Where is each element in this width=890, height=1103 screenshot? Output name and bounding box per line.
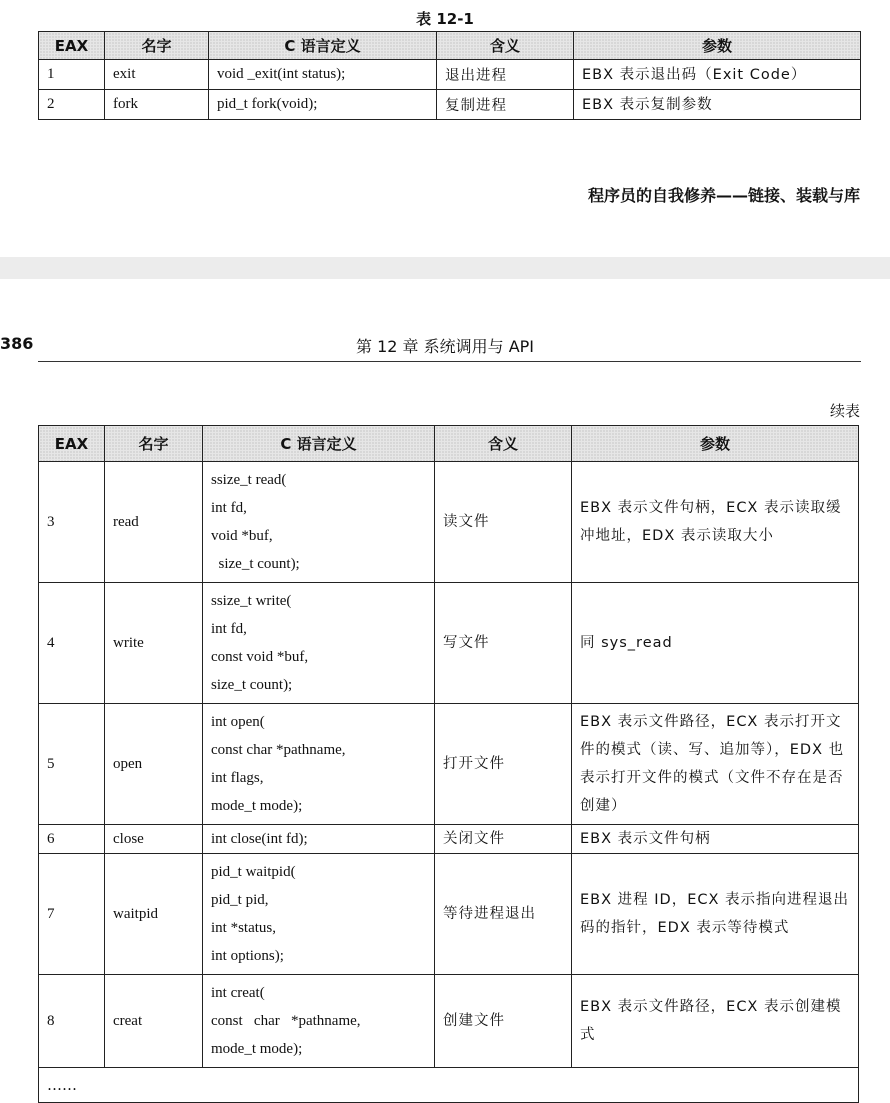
table-row bbox=[39, 90, 861, 120]
header-meaning: 含义 bbox=[437, 32, 574, 60]
header-c-definition: C 语言定义 bbox=[203, 426, 435, 462]
meaning-cell: 复制进程 bbox=[437, 90, 574, 120]
c-definition-line: size_t count); bbox=[211, 556, 300, 572]
meaning-cell: 创建文件 bbox=[435, 975, 572, 1068]
header-rule bbox=[38, 361, 861, 362]
c-definition-cell bbox=[203, 854, 435, 975]
table-caption: 表 12-1 bbox=[416, 10, 474, 28]
eax-cell: 1 bbox=[39, 60, 105, 90]
c-definition-line: int *status, bbox=[211, 920, 277, 936]
header-row bbox=[39, 32, 861, 60]
header-meaning: 含义 bbox=[435, 426, 572, 462]
c-definition-cell bbox=[209, 90, 437, 120]
c-definition-line: const char *pathname, bbox=[211, 1013, 361, 1029]
c-definition-line: int close(int fd); bbox=[211, 831, 308, 847]
params-cell: EBX 表示复制参数 bbox=[574, 90, 861, 120]
name-cell: open bbox=[105, 704, 203, 825]
eax-cell: 6 bbox=[39, 825, 105, 854]
header-eax: EAX bbox=[39, 426, 105, 462]
meaning-cell: 打开文件 bbox=[435, 704, 572, 825]
params-cell: EBX 表示文件句柄 bbox=[572, 825, 859, 854]
c-definition-line: const char *pathname, bbox=[211, 742, 346, 758]
c-definition-line: size_t count); bbox=[211, 677, 293, 693]
c-definition-cell bbox=[203, 975, 435, 1068]
c-definition-cell bbox=[203, 462, 435, 583]
c-definition-line: int fd, bbox=[211, 621, 247, 637]
page-number: 386 bbox=[0, 334, 34, 353]
meaning-cell: 等待进程退出 bbox=[435, 854, 572, 975]
syscall-table-top bbox=[38, 31, 861, 120]
eax-cell: 7 bbox=[39, 854, 105, 975]
c-definition-line: void *buf, bbox=[211, 528, 273, 544]
table-row bbox=[39, 462, 859, 583]
eax-cell: 4 bbox=[39, 583, 105, 704]
c-definition-line: ssize_t read( bbox=[211, 472, 287, 488]
name-cell: write bbox=[105, 583, 203, 704]
c-definition-line: mode_t mode); bbox=[211, 798, 303, 814]
meaning-cell: 退出进程 bbox=[437, 60, 574, 90]
c-definition-line: const void *buf, bbox=[211, 649, 309, 665]
c-definition-line: mode_t mode); bbox=[211, 1041, 303, 1057]
header-eax: EAX bbox=[39, 32, 105, 60]
ellipsis-row bbox=[39, 1068, 859, 1103]
params-cell: EBX 表示文件路径，ECX 表示打开文件的模式（读、写、追加等），EDX 也表示打开文件的模式（文件不存在是否创建） bbox=[572, 704, 859, 825]
params-cell: EBX 表示退出码（Exit Code） bbox=[574, 60, 861, 90]
table-body bbox=[39, 60, 861, 120]
syscall-table-continued bbox=[38, 425, 859, 1103]
page-gap bbox=[0, 257, 890, 279]
table-body bbox=[39, 462, 859, 1103]
c-definition-line: int open( bbox=[211, 714, 265, 730]
table-row bbox=[39, 975, 859, 1068]
header-row bbox=[39, 426, 859, 462]
header-name: 名字 bbox=[105, 32, 209, 60]
continued-label: 续表 bbox=[829, 402, 860, 420]
eax-cell: 2 bbox=[39, 90, 105, 120]
c-definition-line: pid_t waitpid( bbox=[211, 864, 296, 880]
name-cell: waitpid bbox=[105, 854, 203, 975]
c-definition-line: void _exit(int status); bbox=[217, 66, 346, 82]
name-cell: close bbox=[105, 825, 203, 854]
table-row bbox=[39, 854, 859, 975]
eax-cell: 5 bbox=[39, 704, 105, 825]
c-definition-line: int options); bbox=[211, 948, 284, 964]
c-definition-line: int creat( bbox=[211, 985, 265, 1001]
meaning-cell: 关闭文件 bbox=[435, 825, 572, 854]
params-cell: EBX 进程 ID，ECX 表示指向进程退出码的指针，EDX 表示等待模式 bbox=[572, 854, 859, 975]
eax-cell: 8 bbox=[39, 975, 105, 1068]
params-cell: 同 sys_read bbox=[572, 583, 859, 704]
header-name: 名字 bbox=[105, 426, 203, 462]
header-params: 参数 bbox=[572, 426, 859, 462]
name-cell: read bbox=[105, 462, 203, 583]
name-cell: fork bbox=[105, 90, 209, 120]
c-definition-cell bbox=[203, 583, 435, 704]
c-definition-cell bbox=[203, 825, 435, 854]
c-definition-line: pid_t pid, bbox=[211, 892, 269, 908]
c-definition-cell bbox=[209, 60, 437, 90]
table-row bbox=[39, 583, 859, 704]
c-definition-line: ssize_t write( bbox=[211, 593, 292, 609]
name-cell: creat bbox=[105, 975, 203, 1068]
chapter-heading: 第 12 章 系统调用与 API bbox=[355, 337, 535, 356]
name-cell: exit bbox=[105, 60, 209, 90]
header-c-definition: C 语言定义 bbox=[209, 32, 437, 60]
params-cell: EBX 表示文件路径，ECX 表示创建模式 bbox=[572, 975, 859, 1068]
eax-cell: 3 bbox=[39, 462, 105, 583]
meaning-cell: 读文件 bbox=[435, 462, 572, 583]
c-definition-line: int fd, bbox=[211, 500, 247, 516]
c-definition-line: int flags, bbox=[211, 770, 264, 786]
book-title: 程序员的自我修养——链接、装载与库 bbox=[587, 186, 860, 205]
table-row bbox=[39, 704, 859, 825]
params-cell: EBX 表示文件句柄，ECX 表示读取缓冲地址，EDX 表示读取大小 bbox=[572, 462, 859, 583]
meaning-cell: 写文件 bbox=[435, 583, 572, 704]
header-params: 参数 bbox=[574, 32, 861, 60]
table-row bbox=[39, 825, 859, 854]
ellipsis-cell: …… bbox=[39, 1068, 859, 1103]
c-definition-line: pid_t fork(void); bbox=[217, 96, 318, 112]
c-definition-cell bbox=[203, 704, 435, 825]
table-row bbox=[39, 60, 861, 90]
